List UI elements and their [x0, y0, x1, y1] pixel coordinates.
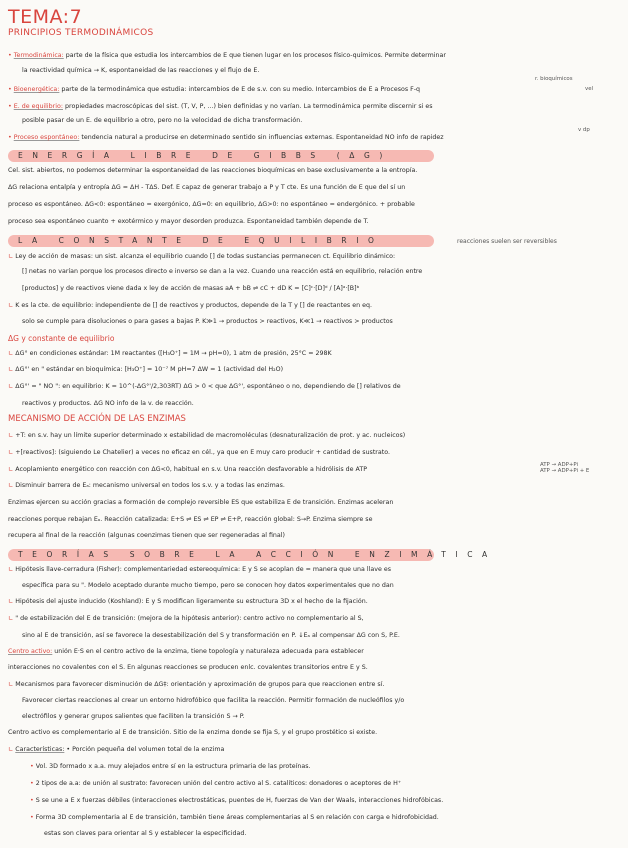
- text-line: Enzimas ejercen su acción gracias a formación de complejo reversible ES que estabiliza E de transición. Enzimas aceleran: [8, 499, 394, 506]
- section-banner-gibbs: ENERGÍA LIBRE DE GIBBS (ΔG): [8, 150, 434, 162]
- section-banner-theories: TEORÍAS SOBRE LA ACCIÓN ENZIMÁTICA: [8, 549, 434, 561]
- list-item: • 2 tipos de a.a: de unión al sustrato: favorecen unión del centro activo al S. catalíticos: donadores o aceptores de H⁺: [30, 780, 402, 787]
- text-line: ∟ Mecanismos para favorecer disminución de ΔG‡: orientación y aproximación de grupos para que reaccionen entre sí.: [8, 681, 385, 688]
- banner-note: reacciones suelen ser reversibles: [457, 238, 557, 245]
- text-line: [] netas no varían porque los procesos directo e inverso se dan a la vez. Cuando una reacción está en equilibrio, relación entre: [22, 268, 423, 275]
- text-line: ∟ Ley de acción de masas: un sist. alcanza el equilibrio cuando [] de todas sustancias permanecen ct. Equilibrio dinámico:: [8, 253, 396, 260]
- list-item: • Forma 3D complementaria al E de transición, también tiene áreas complementarias al S en relación con carga e hidrofobicidad.: [30, 814, 439, 821]
- intro-line: la reactividad química → K, espontaneidad de las reacciones y el flujo de E.: [22, 67, 260, 74]
- list-item: • Vol. 3D formado x a.a. muy alejados entre sí en la estructura primaria de las proteínas.: [30, 763, 311, 770]
- text-line: proceso sea espontáneo cuanto + exotérmico y mayor desorden produzca. Espontaneidad también depende de T.: [8, 218, 369, 225]
- text-line: ∟ K es la cte. de equilibrio: independiente de [] de reactivos y productos, depende de la T y [] de reactantes en eq.: [8, 302, 372, 309]
- section-banner-equilibrium: LA CONSTANTE DE EQUILIBRIO: [8, 235, 434, 247]
- text-line: recupera al final de la reacción (algunas coenzimas tienen que ser regeneradas al final): [8, 532, 285, 539]
- text-line: ΔG relaciona entalpía y entropía ΔG = ΔH - TΔS. Def. E capaz de generar trabajo a P y T cte. Es una función de E que del sí un: [8, 184, 406, 191]
- text-line: Centro activo: unión E·S en el centro activo de la enzima, tiene topología y naturaleza adecuada para establecer: [8, 648, 364, 655]
- text-line: ∟ " de estabilización del E de transición: (mejora de la hipótesis anterior): centro activo no complementario al S,: [8, 615, 364, 622]
- intro-line: • E. de equilibrio: propiedades macroscópicas del sist. (T, V, P, ...) bien definidas y no varían. La termodinámica permite discernir si es: [8, 103, 433, 110]
- text-line: ∟ Hipótesis llave-cerradura (Fisher): complementariedad estereoquímica: E y S se acoplan de = manera que una llave es: [8, 566, 391, 573]
- text-line: ∟ Acoplamiento energético con reacción con ΔG<0, habitual en s.v. Una reacción desfavorable a hidrólisis de ATP: [8, 466, 368, 473]
- text-line: reactivos y productos. ΔG NO info de la v. de reacción.: [22, 400, 194, 407]
- text-line: ∟ +T: en s.v. hay un límite superior determinado x estabilidad de macromoléculas (desnaturalización de prot. y ac. nucleicos): [8, 432, 406, 439]
- text-line: interacciones no covalentes con el S. En algunas reacciones se producen enlc. covalentes transitorios entre E y S.: [8, 664, 368, 671]
- side-note: r. bioquímicos: [535, 76, 573, 82]
- text-line: ∟ ΔG° en condiciones estándar: 1M reactantes ([H₃O⁺] = 1M → pH=0), 1 atm de presión, 25°C = 298K: [8, 350, 332, 357]
- text-line: Cel. sist. abiertos, no podemos determinar la espontaneidad de las reacciones bioquímicas en base exclusivamente a la entropía.: [8, 167, 418, 174]
- text-line: ∟ Características: • Porción pequeña del volumen total de la enzima: [8, 746, 225, 753]
- section-heading-enzymes: MECANISMO DE ACCIÓN DE LAS ENZIMAS: [8, 414, 186, 424]
- intro-line: posible pasar de un E. de equilibrio a otro, pero no la velocidad de dicha transformación.: [22, 117, 303, 124]
- text-line: Favorecer ciertas reacciones al crear un entorno hidrofóbico que facilita la reacción. Permitir formación de nucleófilos y/o: [22, 697, 405, 704]
- text-line: ∟ ΔG°' en " estándar en bioquímica: [H₃O⁺] = 10⁻⁷ M pH=7 ΔW = 1 (actividad del H₂O): [8, 366, 284, 373]
- text-line: específica para su ". Modelo aceptado durante mucho tiempo, pero se conocen hoy datos experimentales que no dan: [22, 582, 394, 589]
- text-line: reacciones porque rebajan Eₐ. Reacción catalizada: E+S ⇌ ES ⇌ EP ⇌ E+P, reacción global: S→P. Enzima siempre se: [8, 516, 373, 523]
- page-subtitle: PRINCIPIOS TERMODINÁMICOS: [8, 28, 154, 38]
- text-line: electrófilos y generar grupos salientes que faciliten la transición S → P.: [22, 713, 245, 720]
- intro-line: • Termodinámica: parte de la física que estudia los intercambios de E que tienen lugar en los procesos físico-químicos. Permite determinar: [8, 52, 446, 59]
- text-line: proceso es espontáneo. ΔG<0: espontáneo = exergónico, ΔG=0: en equilibrio, ΔG>0: no espontáneo = endergónico. + probable: [8, 201, 415, 208]
- text-line: ∟ Hipótesis del ajuste inducido (Koshland): E y S modifican ligeramente su estructura 3D x el hecho de la fijación.: [8, 598, 368, 605]
- text-line: sino al E de transición, así se favorece la desestabilización del S y transformación en P. ↓Eₐ al compensar ΔG con S, P.E.: [22, 632, 400, 639]
- intro-line: • Bioenergética: parte de la termodinámica que estudia: intercambios de E de s.v. con su medio. Intercambios de E a Procesos F-q: [8, 86, 421, 93]
- text-line: [productos] y de reactivos viene dada x ley de acción de masas aA + bB ⇌ cC + dD K = [C]ᶜ·[D]ᵈ / [A]ᵃ·[B]ᵇ: [22, 285, 360, 292]
- intro-line: • Proceso espontáneo: tendencia natural a producirse en determinado sentido sin influencias externas. Espontaneidad NO info de rapidez: [8, 134, 444, 141]
- text-line: ∟ +[reactivos]: (siguiendo Le Chatelier) a veces no eficaz en cél., ya que en E muy caro producir + cantidad de sustrato.: [8, 449, 390, 456]
- section-heading-dg: ΔG y constante de equilibrio: [8, 334, 115, 343]
- side-note: vel: [585, 86, 594, 92]
- text-line: Centro activo es complementario al E de transición. Sitio de la enzima donde se fija S, y el grupo prostético si existe.: [8, 729, 378, 736]
- list-item: estas son claves para orientar al S y establecer la especificidad.: [44, 830, 247, 837]
- text-line: ∟ ΔG°' = " NO ": en equilibrio: K = 10^(-ΔG°'/2,303RT) ΔG > 0 < que ΔG°', espontáneo o no, dependiendo de [] relativos de: [8, 383, 401, 390]
- atp-note: ATP → ADP+Pi ATP → ADP+Pi + E: [540, 462, 590, 474]
- list-item: • S se une a E x fuerzas débiles (interacciones electrostáticas, puentes de H, fuerzas de Van der Waals, interacciones hidrofóbicas.: [30, 797, 444, 804]
- text-line: ∟ Disminuir barrera de Eₐ: mecanismo universal en todos los s.v. y a todas las enzimas.: [8, 482, 285, 489]
- page-title: TEMA:7: [8, 6, 83, 28]
- text-line: solo se cumple para disoluciones o para gases a bajas P. K≫1 → productos > reactivos, K≪1 → reactivos > productos: [22, 318, 393, 325]
- side-note: v dp: [578, 127, 590, 133]
